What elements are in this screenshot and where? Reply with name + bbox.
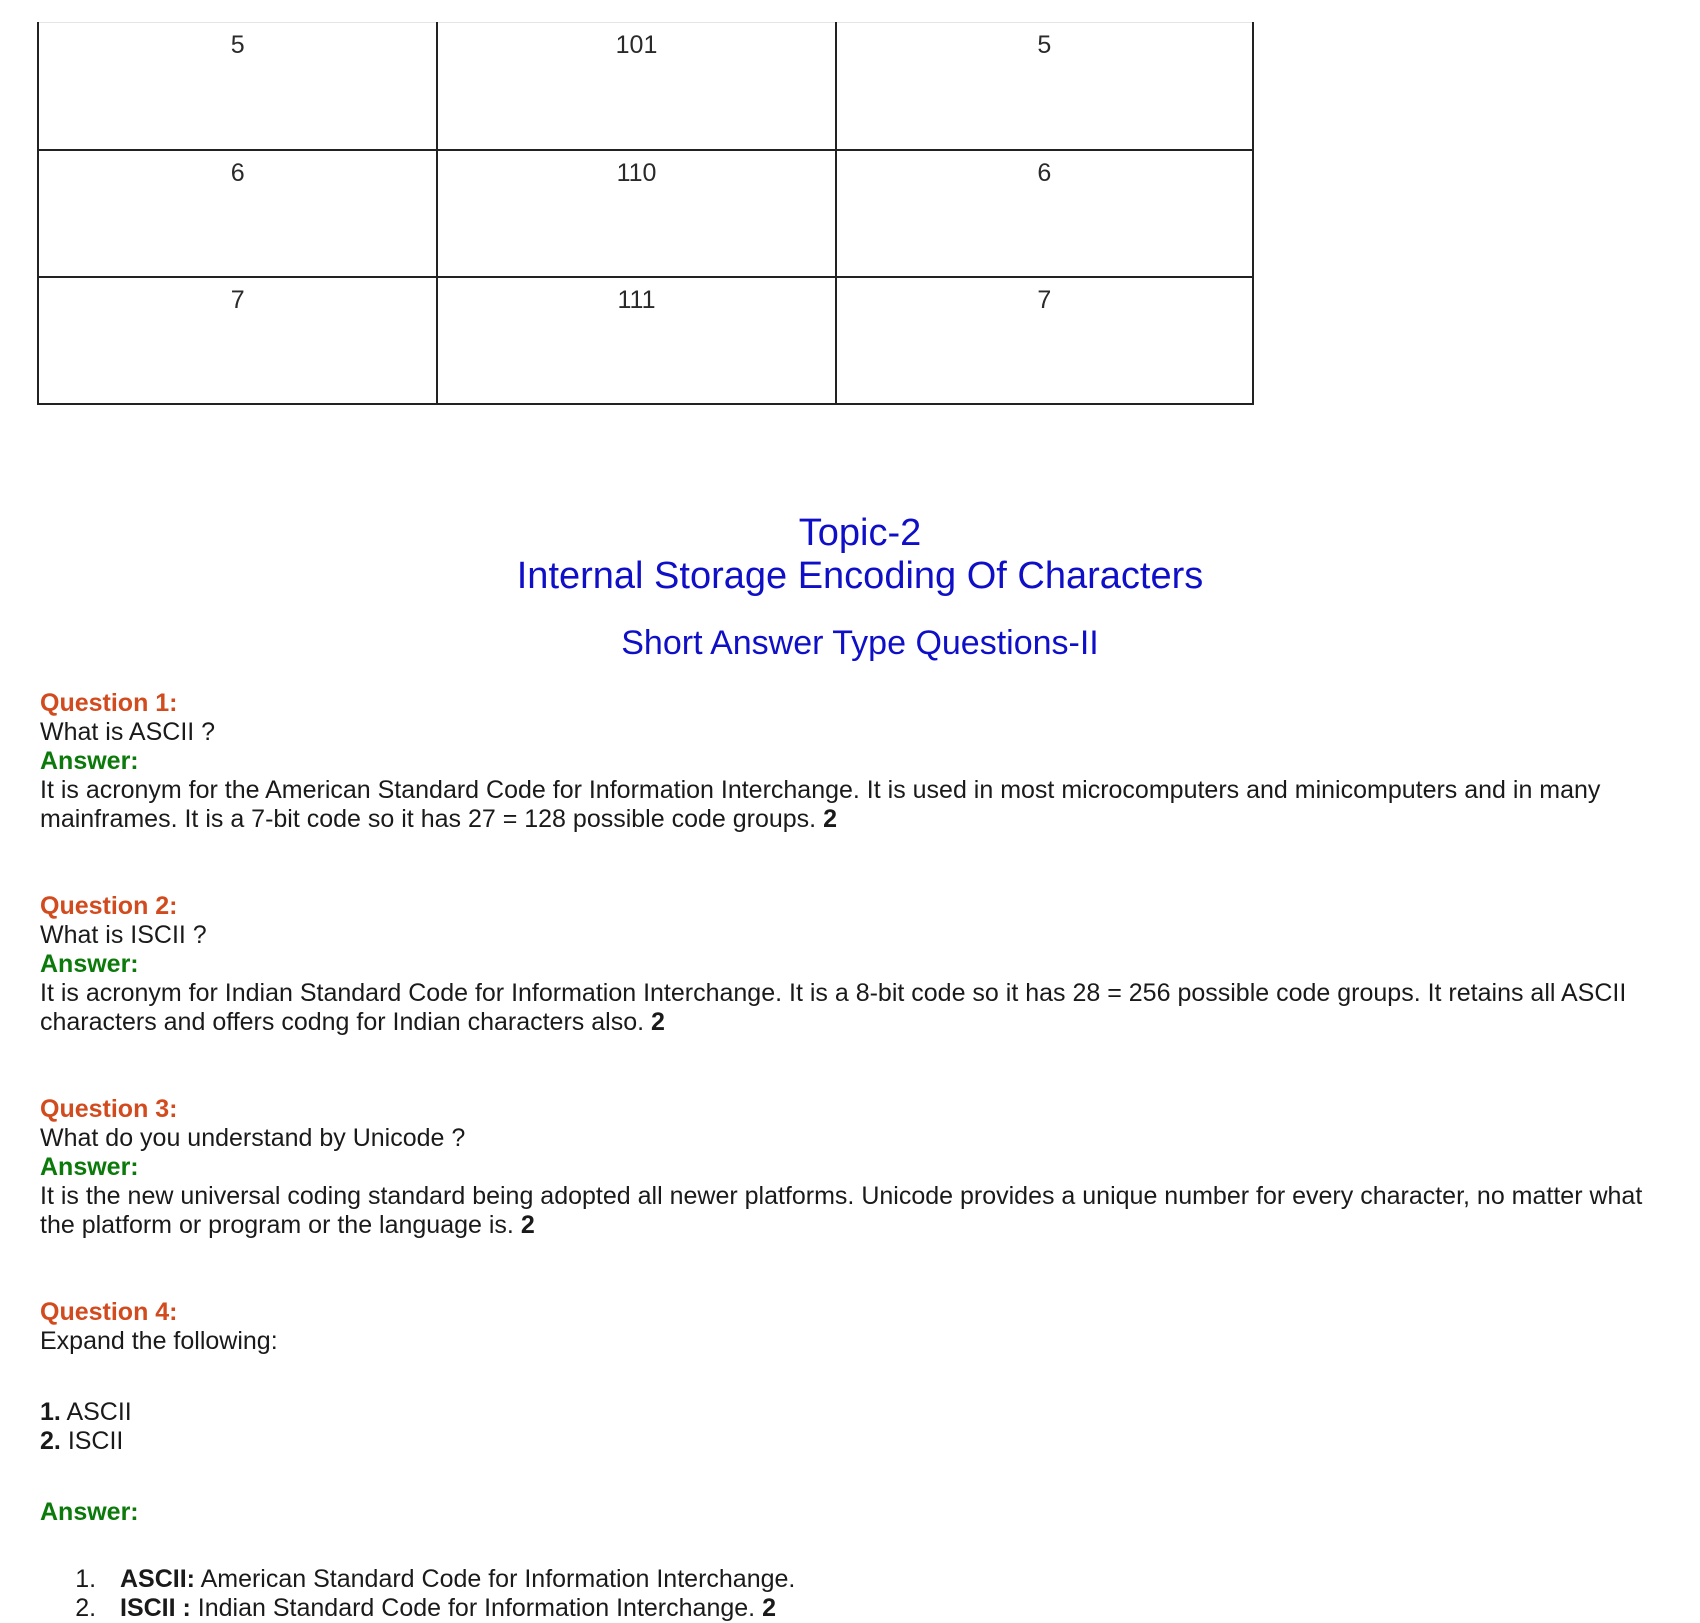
item-text: ASCII [66,1398,132,1426]
question-text: Expand the following: [40,1327,278,1355]
marks: 2 [520,1211,535,1239]
list-item [103,1594,1680,1623]
question-label: Question 2: [40,892,178,920]
table-cell: 7 [836,277,1253,404]
answer-text [40,979,1680,1037]
answer-list [40,1565,1680,1623]
question-block-1 [40,689,1680,834]
answer-text [40,776,1680,834]
table-row [38,150,1253,277]
questions-section [40,689,1680,1623]
term: ASCII: [120,1565,195,1593]
item-number: 1. [40,1398,61,1426]
list-item [103,1565,1680,1594]
question-label: Question 3: [40,1095,178,1123]
term-expansion: Indian Standard Code for Information Interchange. [197,1594,756,1622]
question-label: Question 1: [40,689,178,717]
table-cell: 6 [38,150,437,277]
question-block-4 [40,1298,1680,1623]
question-text: What do you understand by Unicode ? [40,1124,466,1152]
question-label: Question 4: [40,1298,178,1326]
topic-number: Topic-2 [798,512,922,554]
question-text: What is ISCII ? [40,921,207,949]
section-subtitle: Short Answer Type Questions-II [621,624,1099,662]
question-text: What is ASCII ? [40,718,216,746]
table-cell: 5 [836,23,1253,150]
marks: 2 [651,1008,665,1036]
marks: 2 [762,1594,776,1622]
expand-items [40,1398,1680,1456]
answer-label: Answer: [40,1498,139,1526]
answer-body: It is acronym for the American Standard Code for Information Interchange. It is used in most microcomputers and minicomputers and in many mainframes. It is a 7-bit code so it has 27 = 128 possible code groups. [40,776,1601,833]
answer-label: Answer: [40,950,139,978]
table-cell: 110 [437,150,835,277]
term-expansion: American Standard Code for Information Interchange. [200,1565,796,1593]
list-item [40,1427,1680,1456]
marks: 2 [823,805,837,833]
answer-label: Answer: [40,747,139,775]
item-text: ISCII [67,1427,124,1455]
table-row [38,23,1253,150]
list-item [40,1398,1680,1427]
topic-title: Internal Storage Encoding Of Characters [516,555,1204,597]
table-cell: 101 [437,23,835,150]
item-number: 2. [40,1427,61,1455]
number-system-table [37,22,1254,405]
answer-body: It is acronym for Indian Standard Code for Information Interchange. It is a 8-bit code so it has 28 = 256 possible code groups. It retains all ASCII characters and offers codng for Indian characters also. [40,979,1627,1036]
table-cell: 5 [38,23,437,150]
answer-label: Answer: [40,1153,139,1181]
question-block-3 [40,1095,1680,1240]
question-block-2 [40,892,1680,1037]
answer-body: It is the new universal coding standard being adopted all newer platforms. Unicode provides a unique number for every character, no matter what the platform or program or the language is. [40,1182,1643,1239]
term: ISCII : [120,1594,191,1622]
answer-text [40,1182,1680,1240]
table-cell: 6 [836,150,1253,277]
table-cell: 111 [437,277,835,404]
table-row [38,277,1253,404]
table-cell: 7 [38,277,437,404]
